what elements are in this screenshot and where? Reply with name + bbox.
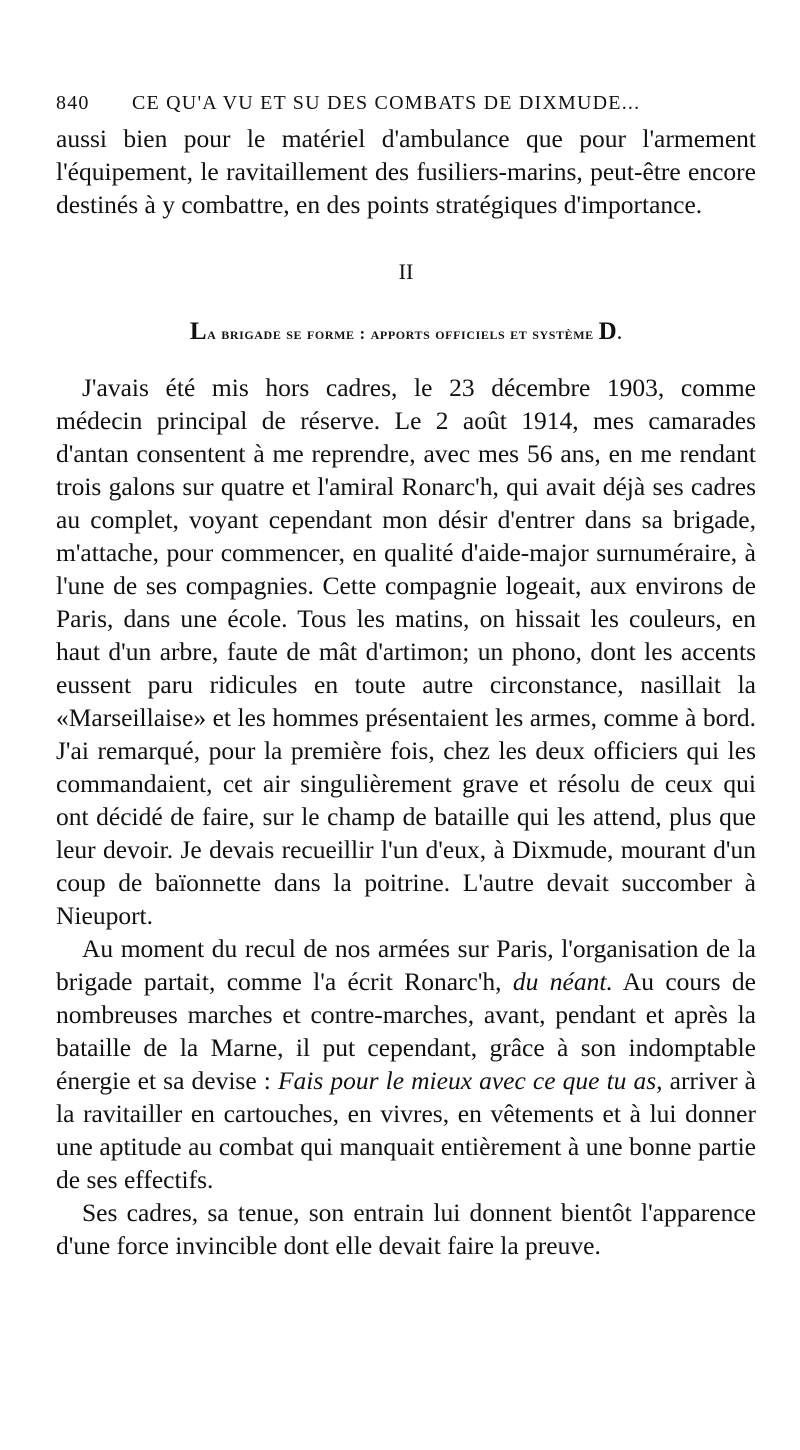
running-title: CE QU'A VU ET SU DES COMBATS DE DIXMUDE...: [132, 92, 641, 114]
section-heading: [56, 317, 756, 349]
paragraph-2-part-a: Au moment du recul de nos armées sur Paris, l'organisation de la brigade partait, comme l'a écrit Ronarc'h,: [56, 934, 756, 996]
section-heading-period: .: [617, 324, 623, 343]
section-heading-text: a brigade se forme : apports officiels et système: [207, 324, 599, 343]
paragraph-2-part-e: arriver à la ravitailler en cartouches, en vivres, en vêtements et à lui donner une aptitude au combat qui manquait entièrement à une bonne partie de ses effectifs.: [56, 1066, 757, 1194]
section-number: II: [398, 259, 414, 284]
paragraph-2-italic-motto: Fais pour le mieux avec ce que tu as,: [277, 1066, 663, 1095]
paragraph-3: Ses cadres, sa tenue, son entrain lui donnent bientôt l'apparence d'une force invincible dont elle devait faire la preuve.: [56, 1198, 756, 1260]
page-number: 840: [56, 92, 90, 114]
running-header: [56, 84, 756, 122]
paragraph-2-italic-quote: du néant.: [512, 967, 613, 996]
paragraph-2: [56, 932, 756, 1196]
section-heading-final-letter: D: [598, 318, 618, 345]
paragraph-1: J'avais été mis hors cadres, le 23 décembre 1903, comme médecin principal de réserve. Le 2 août 1914, mes camarades d'antan consentent à me reprendre, avec mes 56 ans, en me rendant trois galons sur quatre et l'amiral Ronarc'h, qui avait déjà ses cadres au complet, voyant cependant mon désir d'entrer dans sa brigade, m'attache, pour commencer, en qualité d'aide-major surnuméraire, à l'une de ses compagnies. Cette compagnie logeait, aux environs de Paris, dans une école. Tous les matins, on hissait les couleurs, en haut d'un arbre, faute de mât d'artimon; un phono, dont les accents eussent paru ridicules en toute autre circonstance, nasillait la «Marseillaise» et les hommes présentaient les armes, comme à bord. J'ai remarqué, pour la première fois, chez les deux officiers qui les commandaient, cet air singulièrement grave et résolu de ceux qui ont décidé de faire, sur le champ de bataille qui les attend, plus que leur devoir. Je devais recueillir l'un d'eux, à Dixmude, mourant d'un coup de baïonnette dans la poitrine. L'autre devait succomber à Nieuport.: [56, 373, 756, 930]
paragraph-2-part-c: Au cours de nombreuses marches et contre-marches, avant, pendant et après la bataille de la Marne, il put cependant, grâce à son indomptable énergie et sa devise :: [56, 967, 757, 1095]
book-page: [56, 88, 756, 1262]
section-heading-initial: L: [189, 318, 208, 345]
paragraph-continued: aussi bien pour le matériel d'ambulance que pour l'armement l'équipement, le ravitaillement des fusiliers-marins, peut-être encore destinés à y combattre, en des points stratégiques d'importance.: [56, 124, 756, 219]
